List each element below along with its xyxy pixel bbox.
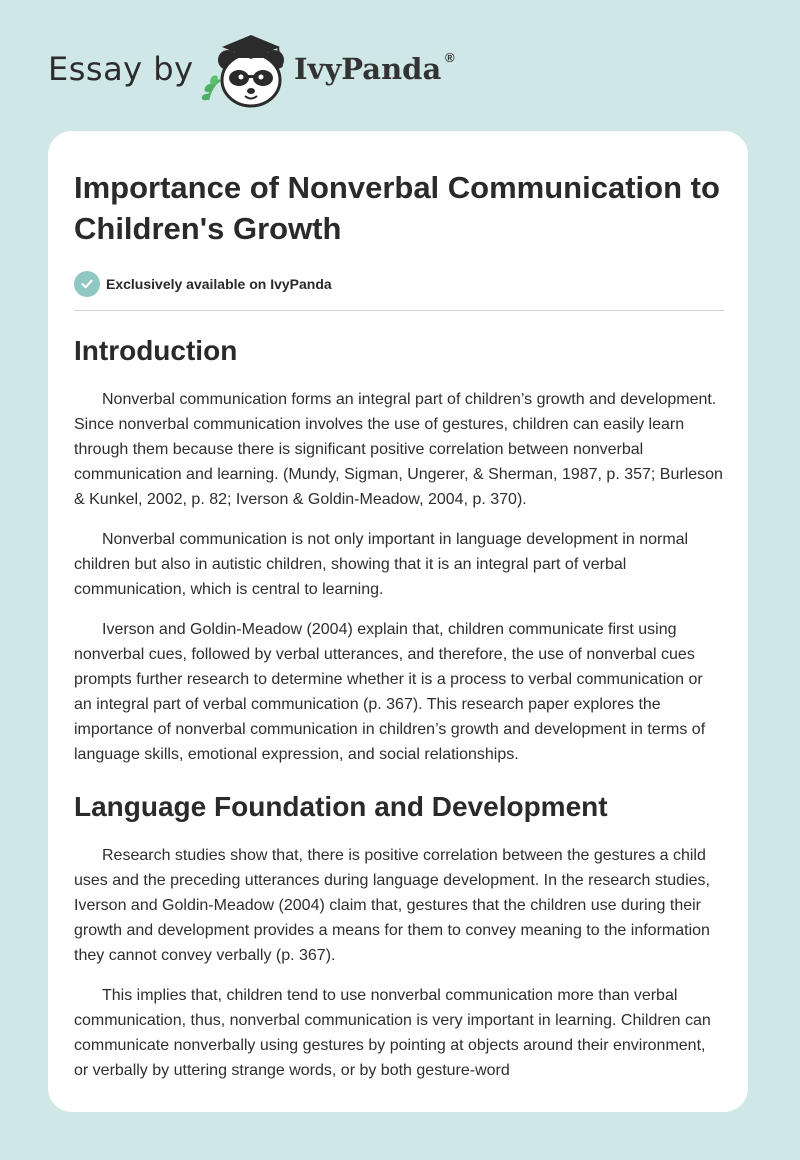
section-language-foundation	[74, 843, 724, 1083]
section-heading-language-foundation: Language Foundation and Development	[74, 791, 608, 822]
brand-name: IvyPanda	[294, 52, 442, 86]
panda-graduate-icon	[200, 30, 296, 110]
essay-content	[74, 167, 724, 1098]
essay-card	[48, 131, 748, 1112]
paragraph: Research studies show that, there is positive correlation between the gestures a child uses and the preceding utterances during language development. In the research studies, Iverson and Goldin-Meadow (2004) claim that, gestures that the children use during their growth and development provides a means for them to convey meaning to the information they cannot convey verbally (p. 367).	[74, 847, 710, 964]
paragraph: This implies that, children tend to use nonverbal communication more than verbal communication, thus, nonverbal communication is very important in learning. Children can communicate nonverbally using gestures by pointing at objects around their environment, or verbally by uttering strange words, or by both gesture-word	[74, 987, 711, 1079]
section-heading-introduction: Introduction	[74, 335, 238, 366]
section-introduction	[74, 387, 724, 767]
paragraph: Iverson and Goldin-Meadow (2004) explain that, children communicate first using nonverbal cues, followed by verbal utterances, and therefore, the use of nonverbal cues prompts further research to determine whether it is a process to verbal communication or an integral part of verbal communication (p. 367). This research paper explores the importance of nonverbal communication in children’s growth and development in terms of language skills, emotional expression, and social relationships.	[74, 621, 706, 763]
brand-prefix: Essay by	[48, 50, 194, 88]
check-circle-icon	[74, 271, 100, 297]
paragraph: Nonverbal communication is not only important in language development in normal children but also in autistic children, showing that it is an integral part of verbal communication, which is central to learning.	[74, 531, 689, 598]
registered-mark: ®	[445, 50, 455, 65]
paragraph: Nonverbal communication forms an integral part of children’s growth and development. Since nonverbal communication involves the use of gestures, children can easily learn through them because there is significant positive correlation between nonverbal communication and learning. (Mundy, Sigman, Ungerer, & Sherman, 1987, p. 357; Burleson & Kunkel, 2002, p. 82; Iverson & Goldin-Meadow, 2004, p. 370).	[74, 391, 723, 508]
exclusive-badge	[74, 270, 724, 298]
divider	[74, 310, 724, 311]
page-title: Importance of Nonverbal Communication to Children's Growth	[74, 170, 720, 246]
badge-text: Exclusively available on IvyPanda	[106, 276, 332, 292]
brand-header[interactable]	[48, 30, 488, 110]
